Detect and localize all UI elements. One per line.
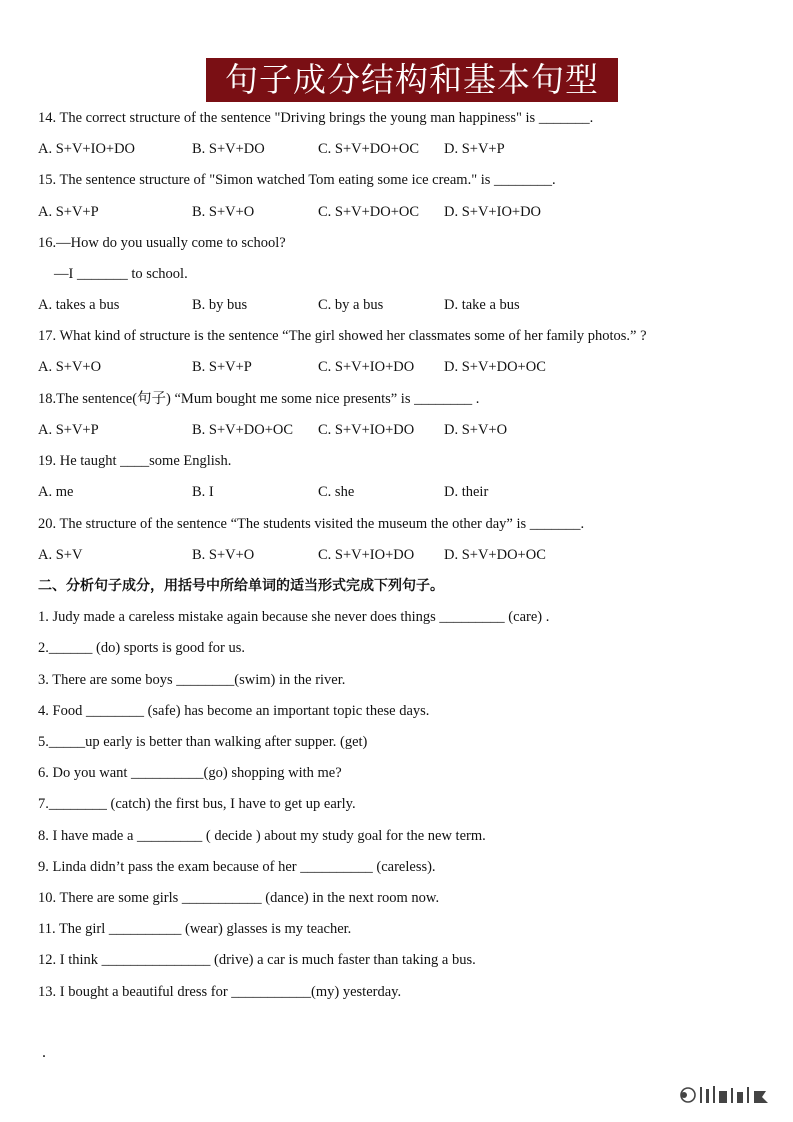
option-a: A. S+V+IO+DO	[38, 141, 136, 157]
fill-item-8: 8. I have made a _________ ( decide ) about my study goal for the new term.	[38, 828, 486, 844]
option-a: A. S+V	[38, 547, 83, 563]
option-a: A. S+V+P	[38, 422, 99, 438]
option-d: D. S+V+DO+OC	[444, 547, 546, 563]
fill-item-5: 5._____up early is better than walking after supper. (get)	[38, 734, 368, 750]
option-d: D. S+V+IO+DO	[444, 204, 542, 220]
option-c: C. S+V+DO+OC	[318, 204, 420, 220]
option-d: D. S+V+O	[444, 422, 508, 438]
option-b: B. by bus	[192, 297, 248, 313]
question-20: 20. The structure of the sentence “The students visited the museum the other day” is _______.	[38, 516, 585, 532]
fill-item-3: 3. There are some boys ________(swim) in the river.	[38, 672, 346, 688]
option-b: B. I	[192, 484, 214, 500]
option-a: A. me	[38, 484, 74, 500]
option-c: C. by a bus	[318, 297, 384, 313]
question-15: 15. The sentence structure of "Simon watched Tom eating some ice cream." is ________.	[38, 172, 556, 188]
fill-item-11: 11. The girl __________ (wear) glasses is my teacher.	[38, 921, 352, 937]
question-14: 14. The correct structure of the sentence "Driving brings the young man happiness" is _______.	[38, 110, 594, 126]
fill-item-9: 9. Linda didn’t pass the exam because of her __________ (careless).	[38, 859, 436, 875]
question-16-response: —I _______ to school.	[54, 266, 188, 282]
question-16: 16.—How do you usually come to school?	[38, 235, 286, 251]
option-b: B. S+V+DO	[192, 141, 265, 157]
option-d: D. take a bus	[444, 297, 520, 313]
option-d: D. S+V+DO+OC	[444, 359, 546, 375]
option-c: C. S+V+IO+DO	[318, 359, 415, 375]
option-a: A. S+V+O	[38, 359, 102, 375]
fill-item-2: 2.______ (do) sports is good for us.	[38, 640, 246, 656]
section-heading: 二、分析句子成分，用括号中所给单词的适当形式完成下列句子。	[38, 578, 444, 594]
option-b: B. S+V+O	[192, 204, 255, 220]
question-18: 18.The sentence(句子) “Mum bought me some nice presents” is ________ .	[38, 391, 480, 407]
option-b: B. S+V+P	[192, 359, 252, 375]
fill-item-4: 4. Food ________ (safe) has become an important topic these days.	[38, 703, 430, 719]
footer-dot: .	[42, 1044, 46, 1061]
option-a: A. takes a bus	[38, 297, 120, 313]
option-c: C. S+V+DO+OC	[318, 141, 420, 157]
option-c: C. S+V+IO+DO	[318, 547, 415, 563]
fill-item-10: 10. There are some girls ___________ (dance) in the next room now.	[38, 890, 440, 906]
option-b: B. S+V+DO+OC	[192, 422, 294, 438]
fill-item-7: 7.________ (catch) the first bus, I have to get up early.	[38, 796, 356, 812]
watermark-logo-icon	[678, 1083, 778, 1107]
option-a: A. S+V+P	[38, 204, 99, 220]
page-title: 句子成分结构和基本句型	[206, 58, 618, 102]
fill-item-6: 6. Do you want __________(go) shopping with me?	[38, 765, 342, 781]
option-d: D. their	[444, 484, 489, 500]
option-c: C. S+V+IO+DO	[318, 422, 415, 438]
fill-item-13: 13. I bought a beautiful dress for ___________(my) yesterday.	[38, 984, 402, 1000]
option-b: B. S+V+O	[192, 547, 255, 563]
question-19: 19. He taught ____some English.	[38, 453, 232, 469]
fill-item-1: 1. Judy made a careless mistake again because she never does things _________ (care) .	[38, 609, 550, 625]
option-c: C. she	[318, 484, 355, 500]
option-d: D. S+V+P	[444, 141, 505, 157]
fill-item-12: 12. I think _______________ (drive) a car is much faster than taking a bus.	[38, 952, 476, 968]
question-17: 17. What kind of structure is the sentence “The girl showed her classmates some of her family photos.” ?	[38, 328, 647, 344]
